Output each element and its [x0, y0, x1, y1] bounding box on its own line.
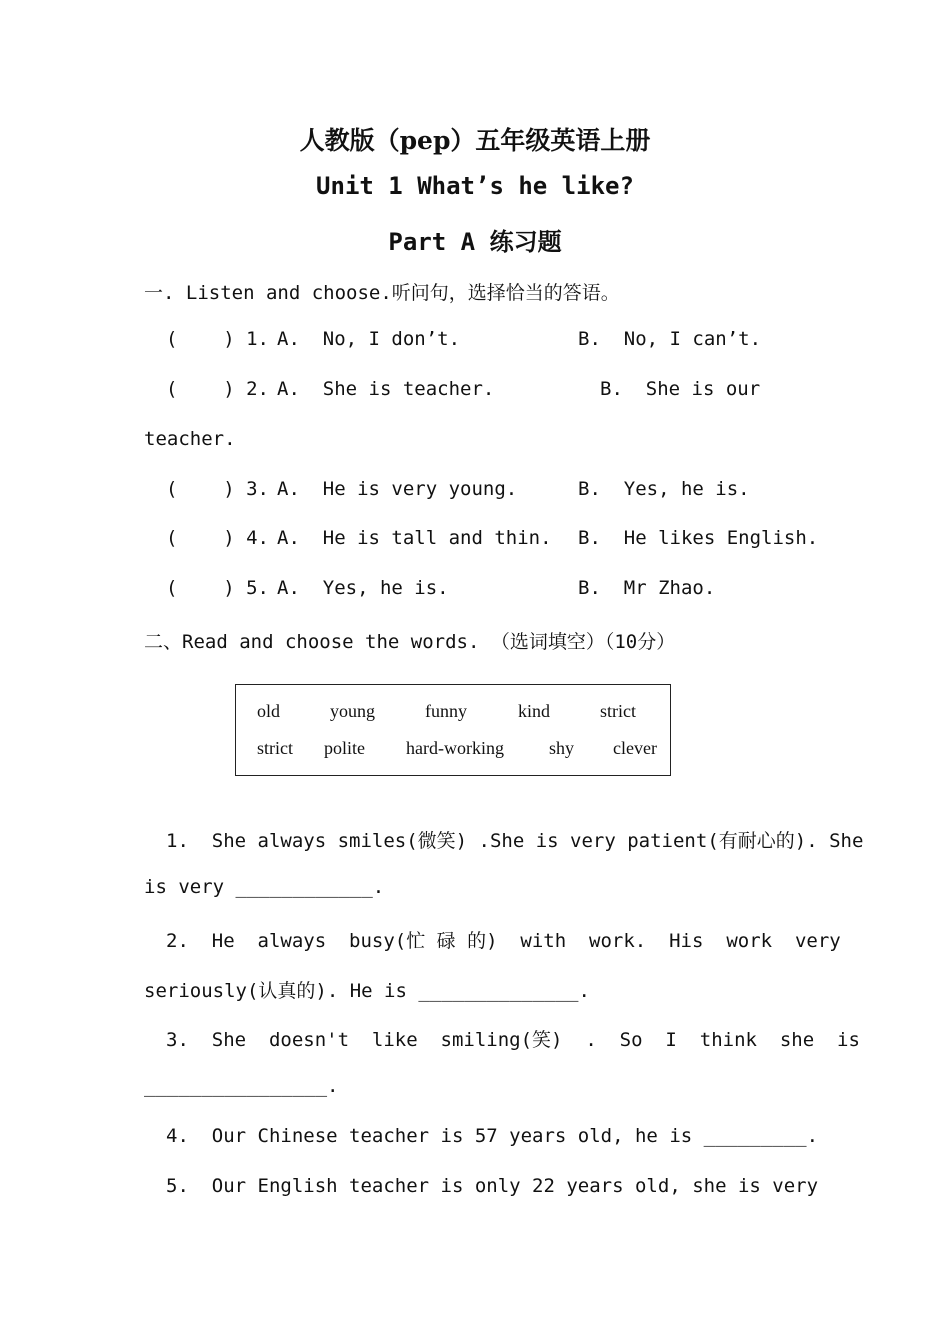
word-bank-item: young — [330, 701, 375, 721]
question-2-prefix: ( ) 2. — [166, 378, 269, 400]
question-5-option-b: B. Mr Zhao. — [578, 577, 716, 599]
question-2-option-b-continued: teacher. — [144, 428, 236, 450]
fill-question-5: 5. Our English teacher is only 22 years old, she is very — [166, 1175, 819, 1197]
word-bank-item: hard-working — [406, 738, 504, 758]
question-2-option-b: B. She is our — [600, 378, 761, 400]
question-1-option-a: A. No, I don’t. — [277, 328, 461, 350]
question-5-option-a: A. Yes, he is. — [277, 577, 449, 599]
word-bank-item: clever — [613, 738, 657, 758]
fill-question-3-line1: 3. She doesn't like smiling(笑) . So I think she is — [166, 1029, 860, 1051]
question-4-option-b: B. He likes English. — [578, 527, 819, 549]
question-1-prefix: ( ) 1. — [166, 328, 269, 350]
word-bank-box — [235, 684, 671, 776]
section1-heading: 一. Listen and choose.听问句，选择恰当的答语。 — [144, 282, 620, 304]
fill-question-1-line1: 1. She always smiles(微笑) .She is very patient(有耐心的). She — [166, 830, 864, 852]
word-bank-item: shy — [549, 738, 575, 758]
title-part: Part A 练习题 — [388, 228, 562, 256]
title-textbook: 人教版（pep）五年级英语上册 — [299, 126, 651, 155]
word-bank-item: kind — [518, 701, 551, 721]
question-2-option-a: A. She is teacher. — [277, 378, 495, 400]
question-4-option-a: A. He is tall and thin. — [277, 527, 552, 549]
title-unit: Unit 1 What’s he like? — [316, 172, 634, 200]
question-3-option-a: A. He is very young. — [277, 478, 518, 500]
word-bank-item: strict — [257, 738, 293, 758]
word-bank-item: strict — [600, 701, 636, 721]
section2-heading: 二、Read and choose the words. （选词填空）（10分） — [144, 631, 676, 653]
question-5-prefix: ( ) 5. — [166, 577, 269, 599]
fill-question-4: 4. Our Chinese teacher is 57 years old, he is _________. — [166, 1125, 819, 1147]
fill-question-2-line2: seriously(认真的). He is ______________. — [144, 980, 590, 1002]
word-bank-item: polite — [324, 738, 365, 758]
fill-question-1-line2: is very ____________. — [144, 876, 385, 898]
word-bank-item: funny — [425, 701, 467, 721]
fill-question-2-line1: 2. He always busy(忙 碌 的) with work. His work very — [166, 930, 841, 952]
word-bank-item: old — [257, 701, 281, 721]
question-4-prefix: ( ) 4. — [166, 527, 269, 549]
question-3-prefix: ( ) 3. — [166, 478, 269, 500]
fill-question-3-line2: ________________. — [144, 1075, 339, 1097]
question-3-option-b: B. Yes, he is. — [578, 478, 750, 500]
question-1-option-b: B. No, I can’t. — [578, 328, 762, 350]
